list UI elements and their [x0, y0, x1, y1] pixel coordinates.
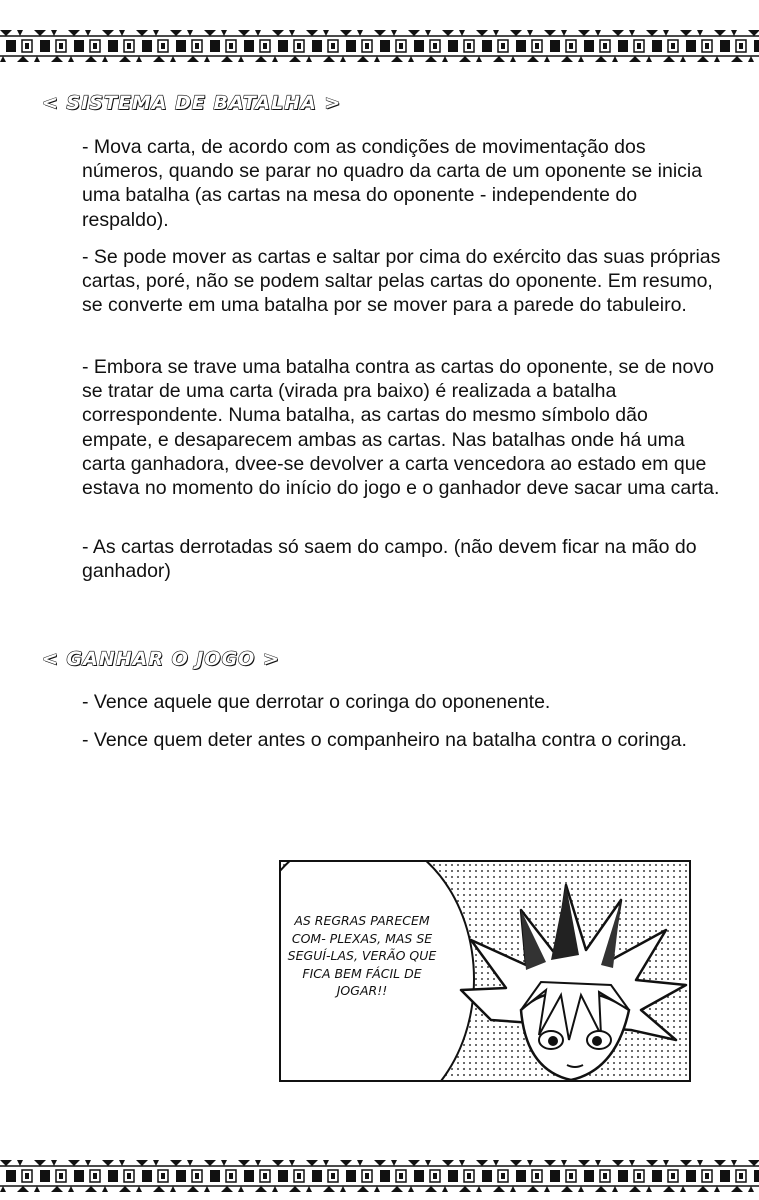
speech-bubble-text: AS REGRAS PARECEM COM- PLEXAS, MAS SE SEGUÍ-LAS, VERÃO QUE FICA BEM FÁCIL DE JOGAR!!	[287, 913, 437, 998]
top-decorative-border	[0, 30, 759, 62]
bottom-decorative-border	[0, 1160, 759, 1192]
checker-chain-pattern	[0, 1160, 759, 1192]
battle-rule-paragraph: - As cartas derrotadas só saem do campo. (não devem ficar na mão do ganhador)	[82, 536, 697, 583]
win-rule-paragraph: - Vence aquele que derrotar o coringa do oponenente.	[82, 691, 551, 713]
manga-panel	[279, 860, 691, 1082]
battle-rule-paragraph: - Se pode mover as cartas e saltar por cima do exército das suas próprias cartas, poré, não se podem saltar pelas cartas do oponente. Em resumo, se converte em uma batalha por se mover para a parede do tabuleiro.	[82, 246, 721, 317]
character-illustration	[451, 870, 691, 1082]
battle-rule-paragraph: - Embora se trave uma batalha contra as cartas do oponente, se de novo se tratar de uma carta (virada pra baixo) é realizada a batalha correspondente. Numa batalha, as cartas do mesmo símbolo dão empate, e desaparecem ambas as cartas. Nas batalhas onde há uma carta ganhadora, dvee-se devolver a carta vencedora ao estado em que estava no momento do início do jogo e o ganhador deve sacar uma carta.	[82, 356, 720, 500]
checker-chain-pattern	[0, 30, 759, 62]
section-heading-battle-system: < SISTEMA DE BATALHA >	[42, 92, 342, 114]
win-rule-paragraph: - Vence quem deter antes o companheiro na batalha contra o coringa.	[82, 729, 687, 751]
battle-rule-paragraph: - Mova carta, de acordo com as condições de movimentação dos números, quando se parar no quadro da carta de um oponente se inicia uma batalha (as cartas na mesa do oponente - independente do respaldo).	[82, 136, 703, 231]
section-heading-win-game: < GANHAR O JOGO >	[42, 648, 280, 670]
